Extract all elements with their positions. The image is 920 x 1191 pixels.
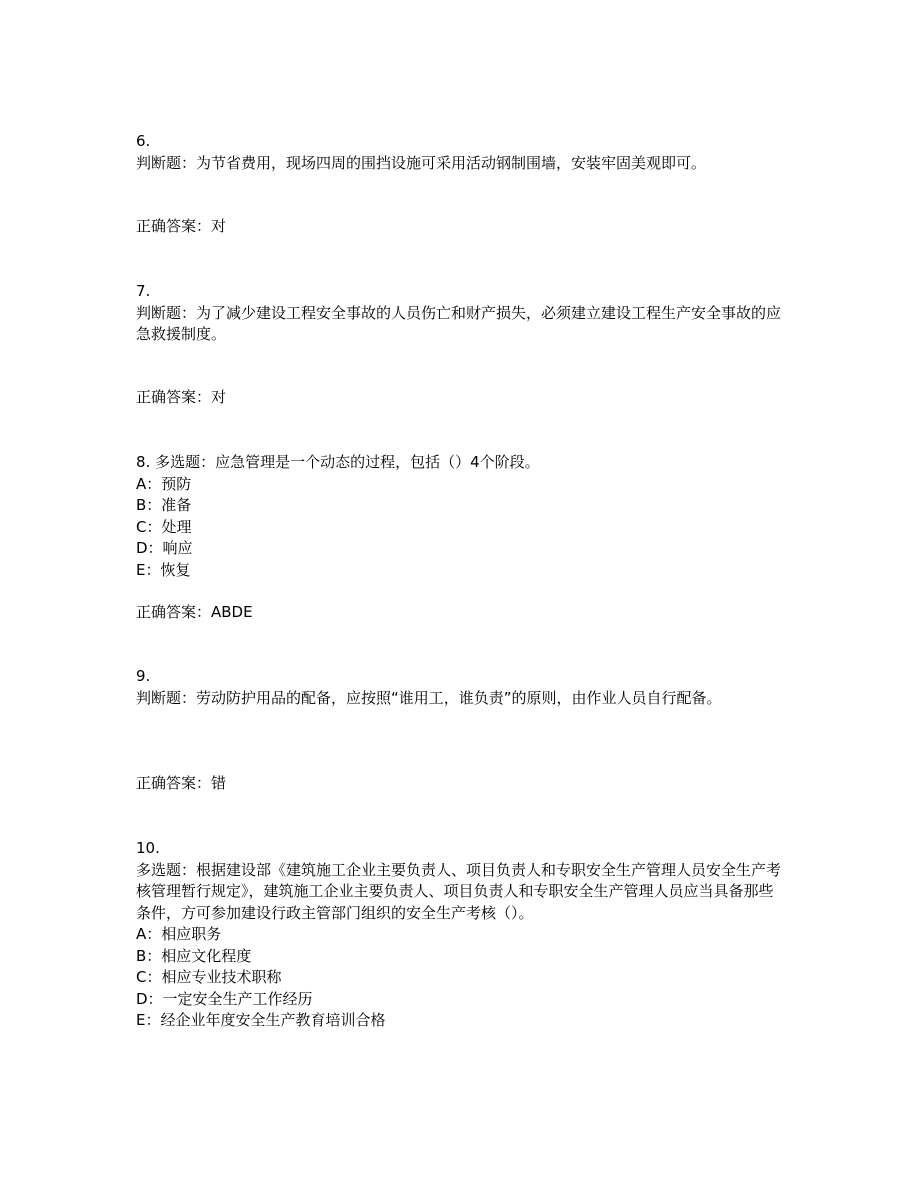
option-e: E：恢复 (136, 560, 191, 579)
option-c: C：相应专业技术职称 (136, 968, 282, 986)
option-d: D：响应 (136, 539, 193, 557)
question-prompt: 判断题：为节省费用，现场四周的围挡设施可采用活动钢制围墙，安装牢固美观即可。 (136, 153, 707, 172)
option-b: B：准备 (136, 496, 192, 514)
question-prompt: 判断题：为了减少建设工程安全事故的人员伤亡和财产损失，必须建立建设工程生产安全事故的应急救援制度。 (136, 303, 782, 343)
question-10 (136, 838, 786, 1032)
question-number: 7. (136, 282, 151, 300)
option-e: E：经企业年度安全生产教育培训合格 (136, 1011, 386, 1029)
option-b: B：相应文化程度 (136, 946, 252, 965)
answer: 正确答案：错 (136, 774, 227, 792)
option-d: D：一定安全生产工作经历 (136, 989, 313, 1008)
question-prompt: 判断题：劳动防护用品的配备，应按照“谁用工，谁负责”的原则，由作业人员自行配备。 (136, 688, 722, 707)
question-9 (136, 666, 786, 709)
question-6 (136, 131, 786, 174)
option-a: A：预防 (136, 474, 192, 493)
question-7 (136, 281, 786, 346)
option-a: A：相应职务 (136, 925, 222, 943)
question-number: 9. (136, 667, 151, 685)
answer: 正确答案：对 (136, 217, 227, 235)
question-number: 10. (136, 839, 160, 857)
question-8 (136, 452, 786, 581)
answer: 正确答案：ABDE (136, 603, 253, 621)
question-header: 8. 多选题：应急管理是一个动态的过程，包括（）4个阶段。 (136, 453, 540, 471)
question-number: 6. (136, 132, 151, 150)
option-c: C：处理 (136, 517, 192, 536)
question-prompt: 多选题：根据建设部《建筑施工企业主要负责人、项目负责人和专职安全生产管理人员安全生产考核管理暂行规定》，建筑施工企业主要负责人、项目负责人和专职安全生产管理人员应当具备那些条件，方可参加建设行政主管部门组织的安全生产考核（）。 (136, 860, 782, 922)
answer: 正确答案：对 (136, 388, 227, 406)
